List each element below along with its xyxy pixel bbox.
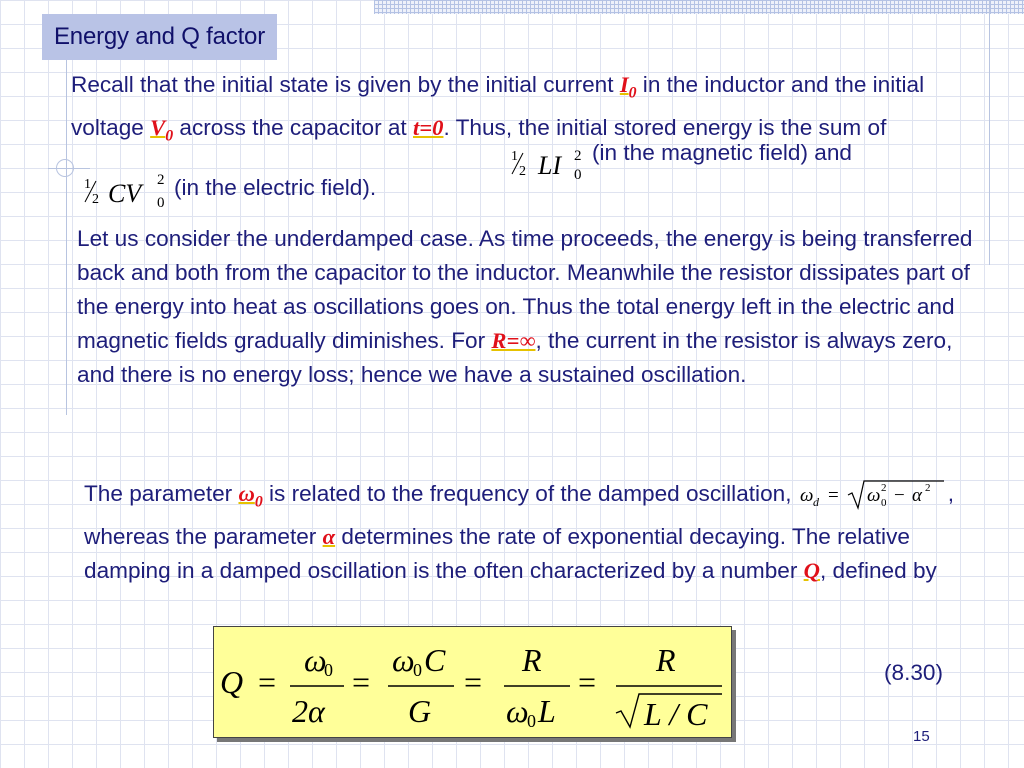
formula-equals-2: = [352, 664, 371, 700]
svg-text:ω: ω [799, 485, 814, 506]
symbol-V0: $V_0$ [150, 114, 174, 145]
symbol-omega0: $\omega_0$ [238, 481, 263, 511]
top-pattern-band [374, 0, 1024, 14]
svg-text:1: 1 [511, 149, 518, 164]
formula-f3-num: R [522, 642, 542, 678]
formula-Q: Q [220, 664, 244, 700]
formula-f2-num: ω [392, 642, 415, 678]
formula-f3-den: ω [506, 693, 529, 729]
svg-text:0: 0 [880, 497, 887, 509]
symbol-alpha: α [322, 523, 336, 549]
symbol-I0: $I_0$ [619, 72, 637, 102]
svg-text:α: α [911, 485, 922, 506]
svg-text:LI: LI [538, 151, 562, 180]
p3-text-1: The parameter [84, 481, 239, 506]
symbol-Q: Q [803, 557, 820, 583]
svg-text:0: 0 [157, 195, 165, 211]
formula-equals-4: = [578, 664, 597, 700]
svg-text:2: 2 [92, 192, 99, 207]
svg-text:2: 2 [924, 482, 931, 494]
formula-f2-num-sub: 0 [413, 660, 422, 680]
paragraph-underdamped [77, 222, 987, 392]
formula-f4-den: L / C [644, 696, 708, 732]
formula-f4-num: R [656, 642, 676, 678]
svg-text:1: 1 [84, 177, 91, 192]
decorative-ring [56, 159, 74, 177]
p1-text-1: Recall that the initial state is given by the initial current [71, 72, 620, 97]
symbol-R-infinity: R=∞ [491, 328, 536, 353]
p2-text-2: , the current in the resistor is always zero, and there is no energy loss; hence we have a sustained oscillation. [77, 328, 953, 387]
svg-text:=: = [827, 485, 839, 506]
equation-half-LI0-squared [508, 143, 588, 183]
p2-text-1: Let us consider the underdamped case. As time proceeds, the energy is being transferred back and both from the capacitor to the inductor. Meanwhile the resistor dissipates part of the energy into heat as oscillations goes on. Thus the total energy left in the electric and magnetic fields gradually diminishes. For [77, 226, 973, 353]
p3-text-4: determines the rate of exponential decaying. The relative damping in a damped oscillation is the often characterized by a number [84, 523, 910, 583]
svg-text:−: − [893, 485, 905, 506]
p3-text-2: is related to the frequency of the damped oscillation, [262, 481, 798, 506]
paragraph-parameter [84, 477, 984, 588]
formula-equals-1: = [258, 664, 277, 700]
p1-text-4: . Thus, the initial stored energy is the sum of [443, 114, 887, 140]
q-factor-formula-box [213, 626, 732, 738]
p3-text-5: , defined by [819, 557, 937, 583]
decorative-left-line [66, 60, 67, 415]
decorative-right-line [989, 0, 990, 265]
equation-number: (8.30) [884, 660, 944, 685]
slide-title-box [42, 14, 277, 60]
equation-half-CV0-squared [82, 171, 172, 209]
svg-text:2: 2 [574, 148, 582, 164]
svg-text:CV: CV [108, 179, 142, 208]
formula-f3-den-sub: 0 [527, 711, 536, 731]
p1-text-3: across the capacitor at [173, 114, 413, 140]
formula-equals-3: = [464, 664, 483, 700]
formula-f1-num: ω [304, 642, 327, 678]
equation-omega-d [798, 481, 948, 509]
formula-f2-den: G [408, 693, 432, 729]
svg-text:ω: ω [866, 485, 881, 506]
symbol-t0: t=0 [413, 114, 444, 140]
formula-f3-den-tail: L [538, 693, 556, 729]
formula-f2-num-tail: C [424, 642, 446, 678]
svg-text:d: d [812, 495, 819, 509]
svg-text:2: 2 [157, 172, 165, 188]
p1-text-6: (in the electric field). [174, 175, 377, 200]
p1-text-5: (in the magnetic field) and [592, 140, 852, 165]
slide-title: Energy and Q factor [54, 23, 265, 50]
p1-text-2: in the inductor and the initial voltage [71, 72, 925, 140]
svg-text:2: 2 [519, 164, 526, 179]
p3-text-3: , whereas the parameter [84, 481, 955, 549]
formula-f1-num-sub: 0 [324, 660, 333, 680]
page-number: 15 [913, 728, 930, 745]
formula-f1-den: 2α [292, 693, 325, 729]
svg-text:2: 2 [880, 482, 887, 494]
svg-text:0: 0 [574, 167, 582, 183]
